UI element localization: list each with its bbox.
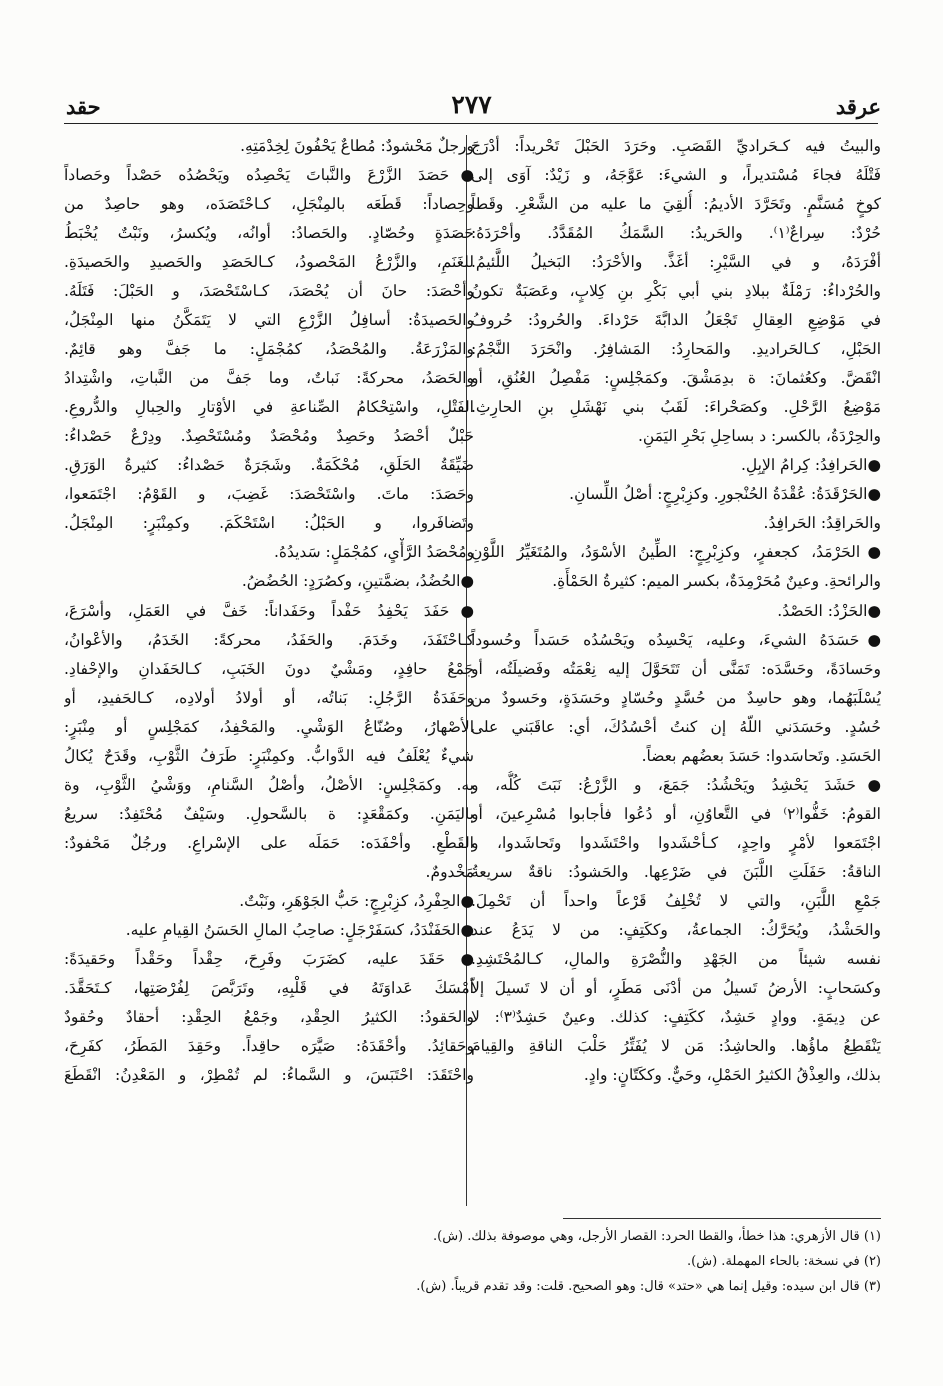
text-line: بذلك، والعِذْقُ الكثيرُ الحَمْلِ، وحَيٌّ. وككَتّانٍ: وادٍ. — [583, 1066, 881, 1084]
text-line: القومُ: خَفُّوا⁽٢⁾ في التَّعاوُنِ، أو دُعُوا فأجابوا مُسْرِعينَ، أو — [471, 804, 881, 823]
text-line: وكسَحابٍ: الأرضُ تَسيلُ من أدْنَى مَطَرٍ، أو أن لا تَسيلَ إلاّ — [471, 978, 881, 997]
text-line: حُسُدٍ. وحَسَدَني اللّهُ إن كنتُ أحْسُدُكَ، أي: عاقَبَني على — [471, 717, 881, 736]
page-header — [0, 90, 943, 120]
text-line: جَمْعِ اللَّبَنِ، والتي لا تُخْلِفُ قَرْعاً واحداً أن تَحْمِلَ. — [471, 891, 881, 910]
text-line: ورجلٌ مَحْشودٌ: مُطاعٌ يَحْفُونَ لِخِدْمَتِهِ. — [240, 137, 474, 155]
text-line: يُسْلَبَهُما، وهو حاسِدٌ من حُسَّدٍ وحُسّادٍ وحَسَدَةٍ، وحَسودٌ من — [471, 688, 881, 707]
text-line: القَطْعِ. وأحْفَدَه: حَمَلَه على الإسْراعِ. ورجُلٌ مَحْفودٌ: — [64, 833, 474, 852]
text-line: اجْتَمَعوا لأمْرٍ واحِدٍ، كـأحْشَدوا واحْتَشَدوا وتَحاشَدوا، و — [471, 833, 881, 852]
text-line: ●الحَرافِدُ: كِرامُ الإبِلِ. — [741, 456, 881, 475]
text-line: والحَصيدَةُ: أسافِلُ الزَّرْعِ التي لا يَتَمَكَّنُ منها المِنْجَلُ، — [64, 311, 474, 330]
text-line: باليَمَنِ. وكمَقْعَدٍ: ة بالسَّحولِ. وسَيْفٌ مُحْتَفِدٌ: سريعُ — [64, 804, 474, 823]
text-line: وحِصاداً: قَطَعَه بالمِنْجَلِ، كـاحْتَصَدَه، وهو حاصِدٌ من — [64, 195, 474, 214]
text-line: كوخٍ مُسَنَّمٍ. وتَحَرَّدَ الأديمُ: أُلقِيَ ما عليه من الشَّعْرِ. وقَطاً — [471, 195, 881, 214]
text-line: وحَقائِدُ. وأحْقَدَهُ: صَيَّرَه حاقِداً. وحَقِدَ المَطَرُ، كفَرِحَ، — [64, 1036, 474, 1055]
text-line: مَوْضِعُ الرَّحْلِ. وكصَحْراءَ: لَقَبُ بني نَهْشَلِ بنِ الحارِثِ. — [471, 398, 881, 417]
text-line: نفسه شيئاً من الجَهْدِ والنُّصْرَةِ والمالِ، كـالمُحْتَشِدِ. — [471, 949, 881, 968]
text-line: جَمْعُ حافِدٍ، ومَشْيٌ دونَ الخَبَبِ، كـالحَفَدانِ والإحْفادِ. — [64, 659, 474, 678]
text-line: والحَشْدُ، ويُحَرَّكُ: الجماعةُ، وككَتِفٍ: من لا يَدَعُ عند — [471, 920, 881, 939]
text-line: واحْتَقَدَ: احْتَبَسَ، و السَّماءُ: لم تُمْطِرْ، و المَعْدِنُ: انْقَطَعَ — [64, 1066, 474, 1084]
header-right-keyword: عرقد — [835, 94, 881, 119]
header-left-keyword: حقد — [66, 94, 101, 119]
text-line: والحِرْدَةُ، بالكسر: د بساحِلِ بَحْرِ اليَمَنِ. — [637, 427, 881, 446]
text-line: ●الحُضُدُ، بضمَّتينِ، وكصُرَدٍ: الحُضُضُ. — [241, 572, 474, 591]
text-line: أفْرَدَهُ، و في السَّيْرِ: أغَذَّ. والأحْرَدُ: البَخيلُ اللَّئيمُ. — [471, 253, 881, 272]
text-line: انْقَضَّ. وكعُثمانَ: ة بدِمَشْقَ. وكمَجْلِسٍ: مَفْصِلُ العُنُقِ، أو — [471, 369, 881, 388]
left-column — [64, 132, 474, 1212]
text-line: في مَوْضِعِ العِقالِ تَجْعَلُ الدابَّةَ حَرْداءَ. والحُرودُ: حُروفُ — [471, 311, 881, 330]
text-line: أمْسَكَ عَداوَتَهُ في قَلْبِهِ، وتَرَبَّصَ لِفُرْصَتِها، كـتَحَقَّدَ. — [64, 978, 474, 997]
text-line: الحَبْلِ، كـالحَراديدِ. والمَحارِدُ: المَشافِرُ. وانْحَرَدَ النَّجْمُ: — [471, 340, 881, 359]
text-line: والرائحةِ. وعينٌ مُحَرْمِدَةٌ، بكسر الميم: كثيرةُ الحَمْأَةِ. — [552, 572, 881, 591]
text-line: وأحْصَدَ: حانَ أن يُحْصَدَ، كـاسْتَحْصَدَ، و الحَبْلَ: فَتَلَهُ. — [64, 282, 474, 301]
text-line: والبيتُ فيه كـحَراديِّ القَصَبِ. وحَرَدَ الحَبْلَ تَحْريداً: أدْرَجَ — [471, 137, 881, 155]
text-line: وحَسادَةً، وحَسَّدَه: تَمَنَّى أن تَتَحَوَّلَ إليه نِعْمَتُه وفَضيلَتُه، أو — [471, 659, 881, 678]
text-line: ومُحْصَدُ الرَّأْيِ، كمُجْمَلٍ: سَديدُهُ. — [273, 543, 474, 562]
text-line: حَبْلٌ أحْصَدُ وحَصِدٌ ومُحْصَدٌ ومُسْتَحْصِدٌ. ودِرْعٌ حَصْداءُ: — [64, 427, 474, 446]
text-line: ●الحِفْرِدُ، كزِبْرِجٍ: حَبُّ الجَوْهَرِ، ونَبْتٌ. — [239, 891, 474, 910]
footnotes — [81, 1224, 881, 1299]
text-line: والحَقودُ: الكثيرُ الحِقْدِ، وجَمْعُ الحِقْدِ: أحقادٌ وحُقودٌ — [64, 1007, 474, 1026]
text-line: الحَسَدِ. وتَحاسَدوا: حَسَدَ بعضُهم بعضاً. — [641, 746, 881, 765]
text-line: فَتْلَهُ فجاءَ مُسْتديراً، و الشيءَ: عَوَّجَهُ، و زَيْدٌ: آوَى إلى — [471, 166, 881, 185]
text-line: وحَفَدَةُ الرَّجُلِ: بَناتُه، أو أولادُ أولادِه، كـالحَفيدِ، أو — [64, 688, 474, 707]
text-line: عن دِيمَةٍ. ووادٍ حَشِدٌ، ككَتِفٍ: كذلك. وعينٌ حَشِدٌ⁽٣⁾: لا — [471, 1007, 881, 1026]
text-line: ●حَقَدَ عليه، كضَرَبَ وفَرِحَ، حِقْداً وحَقْداً وحَقيدَةً: — [64, 949, 474, 968]
text-line: الأصْهارُ، وصُنّاعُ الوَشْيِ. والمَحْفِدُ، كمَجْلِسٍ أو مِنْبَرٍ: — [64, 717, 474, 736]
text-line: ضَيِّقَةُ الحَلَقِ، مُحْكَمَةٌ. وشَجَرَةٌ حَصْداءُ: كثيرةُ الوَرَقِ. — [64, 456, 474, 475]
text-line: كـاحْتَفَدَ، وخَدَمَ. والحَفَدُ، محركةً: الخَدَمُ، والأعْوانُ، — [64, 630, 474, 649]
text-line: يَنْقَطِعُ ماؤُها. والحاشِدُ: مَن لا يُفَتِّرُ حَلْبَ الناقةِ والقِيامَ — [471, 1036, 881, 1055]
text-line: والحَراقِدُ: الحَرافِدُ. — [763, 514, 881, 533]
text-line: ●حَفَدَ يَحْفِدُ حَفْداً وحَفَداناً: خَفَّ في العَمَلِ، وأسْرَعَ، — [64, 601, 474, 620]
text-line: شيءٌ يُعْلَفُ فيه الدَّوابُّ. وكمِنْبَرٍ: طَرَفُ الثَّوْبِ، وقَدَحٌ يُكالُ — [64, 746, 474, 765]
text-line: به. وكمَجْلِسٍ: الأصْلُ، وأصْلُ السَّنامِ، ووَشْيُ الثَّوْبِ، وة — [64, 775, 474, 794]
text-line: حُرْدٌ: سِراعٌ⁽١⁾. والحَريدُ: السَّمَكُ المُقَدَّدُ. وأحْرَدَهُ: — [471, 224, 881, 243]
text-line: مَخْدومٌ. — [425, 862, 474, 881]
header-rule — [64, 123, 878, 124]
text-line: والحُرْداءُ: رَمْلَةٌ ببلادِ بني أبي بَكْرِ بنِ كِلابٍ، وعَصَبَةٌ تكونُ — [471, 282, 881, 301]
footnote: (٢) في نسخة: بالحاء المهملة. (ش). — [687, 1254, 881, 1269]
footnote-rule — [563, 1218, 881, 1219]
text-line: ●حَشَدَ يَحْشِدُ ويَحْشُدُ: جَمَعَ، و الزَّرْعُ: نَبَتَ كُلُّه، و — [471, 775, 881, 794]
right-column — [471, 132, 881, 1212]
text-line: والمَزْرَعَةُ. والمُحْصَدُ، كمُجْمَلٍ: ما جَفَّ وهو قائِمٌ. — [64, 340, 474, 359]
footnote: (٣) قال ابن سيده: وقيل إنما هي «حتد» قال: وهو الصحيح. قلت: وقد تقدم قريباً. (ش). — [416, 1279, 881, 1294]
text-line: ●حَصَدَ الزَّرْعَ والنَّباتَ يَحْصِدُه ويَحْصُدُه حَصْداً وحَصاداً — [64, 166, 474, 185]
page-number: ٢٧٧ — [451, 90, 492, 119]
text-line: الناقةُ: حَفَلَتِ اللَّبَنَ في ضَرْعِها. والحَشودُ: ناقةٌ سريعةُ — [471, 862, 881, 881]
text-line: والحَصَدُ، محركةً: نَباتٌ، وما جَفَّ من النَّباتِ، واشْتِدادُ — [64, 369, 474, 388]
text-line: ●الحَرْقَدَةُ: عُقْدَةُ الحُنْجورِ. وكزِبْرِجٍ: أصْلُ اللِّسانِ. — [569, 485, 881, 504]
text-line: ●الحَفَنْدَدُ، كسَفَرْجَلٍ: صاحِبُ المالِ الحَسَنُ القِيامِ عليه. — [125, 920, 474, 939]
text-line: ●الحَرْمَدُ، كجعفرٍ، وكزِبْرِجٍ: الطِّينُ الأسْوَدُ، والمُتَغَيِّرُ اللَّوْنِ — [471, 543, 881, 562]
text-line: وحَصَدَ: ماتَ. واسْتَحْصَدَ: غَضِبَ، و القَوْمُ: اجْتَمَعوا، — [64, 485, 474, 504]
footnote: (١) قال الأزهري: هذا خطأ، والقطا الحرد: القصار الأرجل، وهي موصوفة بذلك. (ش). — [432, 1229, 881, 1244]
text-line: للغَنَمِ، والزَّرْعُ المَحْصودُ، كـالحَصَدِ والحَصيدِ والحَصيدَةِ. — [64, 253, 474, 272]
text-line: ●الحَزْدُ: الحَصْدُ. — [777, 601, 881, 620]
text-line: ●حَسَدَهُ الشيءَ، وعليه، يَحْسِدُه ويَحْسُدُه حَسَداً وحُسوداً — [471, 630, 881, 649]
text-line: حَصَدَةٍ وحُصّادٍ. والحَصادُ: أوانُه، ويُكسرُ، ونَبْتٌ يُخْبَطُ — [64, 224, 474, 243]
text-line: وتَضافَروا، و الحَبْلُ: اسْتَحْكَمَ. وكمِنْبَرٍ: المِنْجَلُ. — [64, 514, 474, 533]
text-line: الفَتْلِ، واسْتِحْكامُ الصِّناعةِ في الأوْتارِ والحِبالِ والدُّروعِ. — [64, 398, 474, 417]
